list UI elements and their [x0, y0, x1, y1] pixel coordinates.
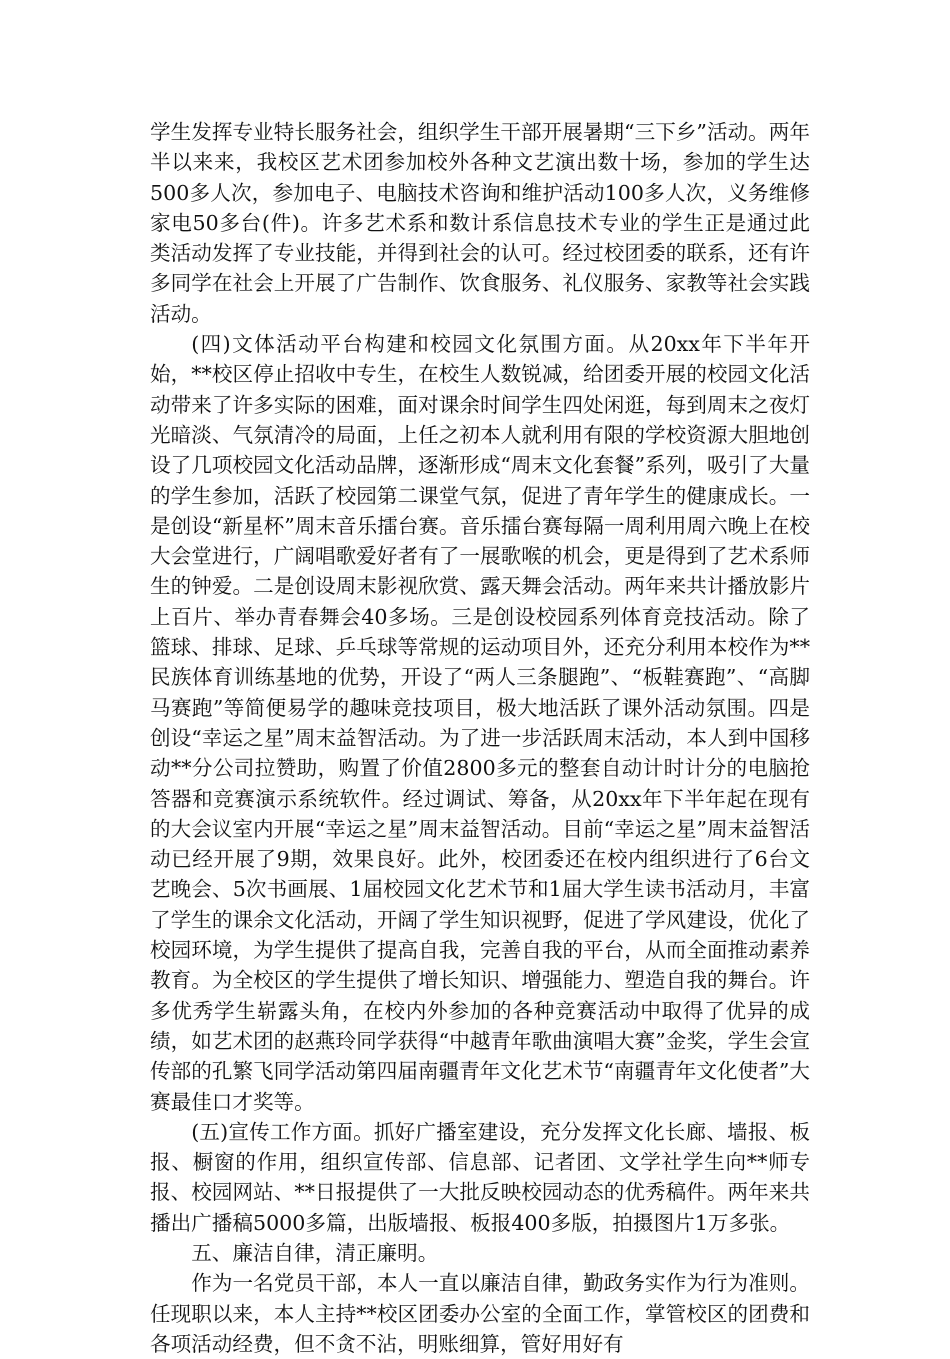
- paragraph-5: 作为一名党员干部，本人一直以廉洁自律，勤政务实作为行为准则。任现职以来，本人主持**校区团委办公室的全面工作，掌管校区的团费和各项活动经费，但不贪不沾，明账细算，管好用好有: [150, 1271, 810, 1356]
- paragraph-4: 五、廉洁自律，清正廉明。: [191, 1240, 439, 1265]
- paragraph-3: (五)宣传工作方面。抓好广播室建设，充分发挥文化长廊、墙报、板报、橱窗的作用，组织宣传部、信息部、记者团、文学社学生向**师专报、校园网站、**日报提供了一大批反映校园动态的优秀稿件。两年来共播出广播稿5000多篇，出版墙报、板报400多版，拍摄图片1万多张。: [150, 1119, 810, 1235]
- paragraph-2: (四)文体活动平台构建和校园文化氛围方面。从20xx年下半年开始，**校区停止招收中专生，在校生人数锐减，给团委开展的校园文化活动带来了许多实际的困难，面对课余时间学生四处闲逛，每到周末之夜灯光暗淡、气氛清冷的局面，上任之初本人就利用有限的学校资源大胆地创设了几项校园文化活动品牌，逐渐形成“周末文化套餐”系列，吸引了大量的学生参加，活跃了校园第二课堂气氛，促进了青年学生的健康成长。一是创设“新星杯”周末音乐擂台赛。音乐擂台赛每隔一周利用周六晚上在校大会堂进行，广阔唱歌爱好者有了一展歌喉的机会，更是得到了艺术系师生的钟爱。二是创设周末影视欣赏、露天舞会活动。两年来共计播放影片上百片、举办青春舞会40多场。三是创设校园系列体育竞技活动。除了篮球、排球、足球、乒乓球等常规的运动项目外，还充分利用本校作为**民族体育训练基地的优势，开设了“两人三条腿跑”、“板鞋赛跑”、“高脚马赛跑”等简便易学的趣味竞技项目，极大地活跃了课外活动氛围。四是创设“幸运之星”周末益智活动。为了进一步活跃周末活动，本人到中国移动**分公司拉赞助，购置了价值2800多元的整套自动计时计分的电脑抢答器和竞赛演示系统软件。经过调试、筹备，从20xx年下半年起在现有的大会议室内开展“幸运之星”周末益智活动。目前“幸运之星”周末益智活动已经开展了9期，效果良好。此外，校团委还在校内组织进行了6台文艺晚会、5次书画展、1届校园文化艺术节和1届大学生读书活动月，丰富了学生的课余文化活动，开阔了学生知识视野，促进了学风建设，优化了校园环境，为学生提供了提高自我，完善自我的平台，从而全面推动素养教育。为全校区的学生提供了增长知识、增强能力、塑造自我的舞台。许多优秀学生崭露头角，在校内外参加的各种竞赛活动中取得了优异的成绩，如艺术团的赵燕玲同学获得“中越青年歌曲演唱大赛”金奖，学生会宣传部的孔繁飞同学活动第四届南疆青年文化艺术节“南疆青年文化使者”大赛最佳口才奖等。: [150, 332, 810, 1114]
- document-body: [150, 117, 810, 1359]
- paragraph-1: 学生发挥专业特长服务社会，组织学生干部开展暑期“三下乡”活动。两年半以来来，我校区艺术团参加校外各种文艺演出数十场，参加的学生达500多人次，参加电子、电脑技术咨询和维护活动100多人次，义务维修家电50多台(件)。许多艺术系和数计系信息技术专业的学生正是通过此类活动发挥了专业技能，并得到社会的认可。经过校团委的联系，还有许多同学在社会上开展了广告制作、饮食服务、礼仪服务、家教等社会实践活动。: [150, 120, 810, 326]
